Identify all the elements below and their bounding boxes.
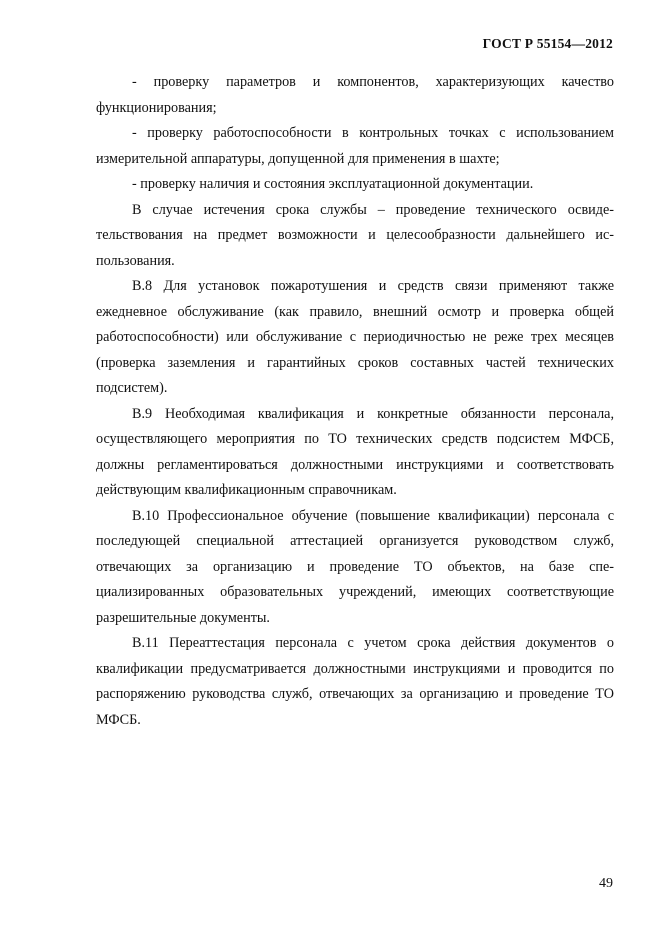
paragraph-b9: В.9 Необходимая квалификация и конкретные обязанности персонала, осуществляющего мероприятия по ТО технических средств подсистем МФСБ, должны регламентироваться должностными инструкциями и соответствовать действующим квалификационным справочникам. — [96, 405, 614, 498]
paragraph-b11: В.11 Переаттестация персонала с учетом срока действия документов о квалификации предусматривается должностными инструкциями и проводится по распоряжению руководства служб, отвечающих за организацию и проведение ТО МФСБ. — [96, 635, 614, 728]
paragraph-service-life-expiry: В случае истечения срока службы – проведение технического освидетельствования на предмет возможности и целесообразности дальнейшего использования. — [96, 201, 614, 269]
paragraph-b8: В.8 Для установок пожаротушения и средств связи применяют также ежедневное обслуживание (как правило, внешний осмотр и проверка общей работоспособности) или обслуживание с периодичностью не реже трех месяцев (проверка заземления и гарантийных сроков составных частей технических подсистем). — [96, 278, 614, 396]
document-header: ГОСТ Р 55154—2012 — [482, 36, 613, 51]
list-item-operability-check: - проверку работоспособности в контрольных точках с использованием измерительной аппаратуры, допущенной для применения в шахте; — [96, 125, 614, 167]
document-body — [96, 70, 614, 733]
page-number: 49 — [599, 876, 613, 891]
list-item-documentation-check: - проверку наличия и состояния эксплуатационной документации. — [132, 176, 534, 192]
list-item-parameters-check: - проверку параметров и компонентов, характеризующих качество функционирования; — [96, 74, 614, 116]
paragraph-b10: В.10 Профессиональное обучение (повышение квалификации) персонала с последующей специальной аттестацией организуется руководством служб, отвечающих за организацию и проведение ТО объектов, на базе специализированных образовательных учреждений, имеющих соответствующие разрешительные документы. — [96, 507, 614, 626]
